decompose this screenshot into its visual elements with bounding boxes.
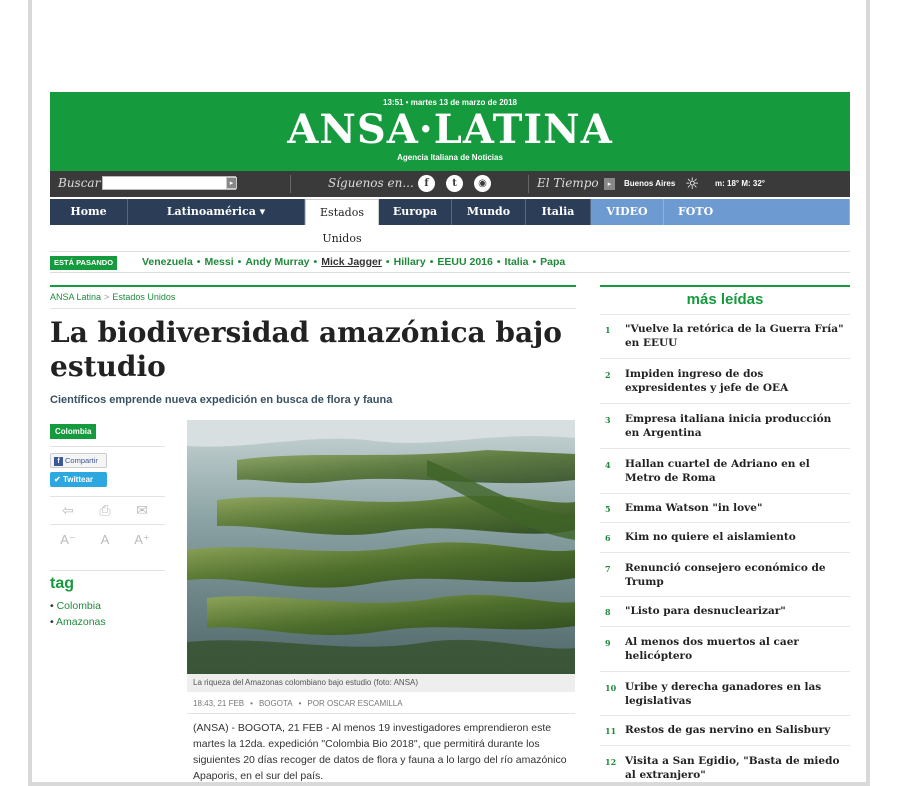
most-read-link[interactable]: Emma Watson "in love": [625, 502, 763, 514]
nav-mundo[interactable]: Mundo: [452, 199, 526, 225]
utility-toolbar: [50, 171, 850, 197]
page-frame-right: [866, 0, 870, 786]
weather-label: El Tiempo: [537, 176, 599, 190]
most-read-link[interactable]: Restos de gas nervino en Salisbury: [625, 724, 831, 736]
most-read-link[interactable]: Impiden ingreso de dos expresidentes y jefe de OEA: [625, 368, 789, 394]
nav-foto[interactable]: FOTO: [664, 199, 850, 225]
most-read-rank: 4: [605, 460, 611, 470]
photo-caption: La riqueza del Amazonas colombiano bajo estudio (foto: ANSA): [187, 674, 575, 692]
article-timestamp: 18:43, 21 FEB: [193, 699, 245, 708]
weather-city: Buenos Aires: [624, 179, 676, 188]
most-read-link[interactable]: Uribe y derecha ganadores en las legislativas: [625, 681, 822, 707]
nav-latinoamerica[interactable]: Latinoamérica ▾: [128, 199, 305, 225]
nav-europa[interactable]: Europa: [379, 199, 452, 225]
trending-topic[interactable]: Messi: [204, 256, 234, 268]
most-read-link[interactable]: "Vuelve la retórica de la Guerra Fría" en EEUU: [625, 323, 844, 349]
site-tagline: Agencia Italiana de Noticias: [397, 153, 503, 162]
trending-topic[interactable]: Papa: [540, 256, 566, 268]
most-read-item[interactable]: [600, 552, 850, 596]
divider: [187, 713, 575, 714]
most-read-item[interactable]: [600, 493, 850, 522]
country-tag[interactable]: Colombia: [50, 424, 96, 439]
most-read-rank: 12: [605, 757, 617, 767]
article-author: POR OSCAR ESCAMILLA: [307, 699, 403, 708]
twitter-share-label: Twittear: [62, 475, 94, 484]
most-read-item[interactable]: [600, 626, 850, 671]
tag-list: [50, 600, 106, 632]
trending-topic[interactable]: Hillary: [393, 256, 426, 268]
most-read-link[interactable]: Empresa italiana inicia producción en Argentina: [625, 413, 832, 439]
most-read-rank: 10: [605, 683, 617, 693]
amazon-river-aerial-image: [187, 420, 575, 674]
most-read-link[interactable]: Kim no quiere el aislamiento: [625, 531, 796, 543]
divider: [50, 446, 165, 447]
trending-topic[interactable]: Mick Jagger: [321, 256, 382, 268]
most-read-rank: 2: [605, 370, 611, 380]
most-read-link[interactable]: Hallan cuartel de Adriano en el Metro de Roma: [625, 458, 810, 484]
most-read-item[interactable]: [600, 448, 850, 493]
twitter-share-button[interactable]: [50, 472, 107, 487]
tag-link[interactable]: • Amazonas: [50, 616, 106, 628]
back-arrow-icon[interactable]: ⇦: [62, 502, 74, 518]
section-rule: [600, 285, 850, 287]
weather-temps: m: 18° M: 32°: [715, 179, 765, 188]
most-read-title: más leídas: [686, 291, 764, 308]
breadcrumb-home[interactable]: ANSA Latina: [50, 292, 102, 302]
tag-title: tag: [50, 575, 74, 592]
most-read-item[interactable]: [600, 522, 850, 552]
weather-dropdown-button[interactable]: ▸: [604, 178, 615, 190]
most-read-rank: 8: [605, 607, 611, 617]
breadcrumb-section[interactable]: Estados Unidos: [112, 292, 176, 302]
most-read-item[interactable]: [600, 715, 850, 745]
search-button[interactable]: ▸: [226, 177, 237, 189]
trending-topic[interactable]: Venezuela: [142, 256, 193, 268]
most-read-link[interactable]: "Listo para desnuclearizar": [625, 605, 786, 617]
most-read-link[interactable]: Renunció consejero económico de Trump: [625, 562, 826, 588]
article-title: La biodiversidad amazónica bajo estudio: [50, 316, 562, 383]
most-read-rank: 5: [605, 504, 611, 514]
follow-label: Síguenos en...: [328, 176, 414, 190]
most-read-item[interactable]: [600, 745, 850, 782]
sun-icon: ☼: [685, 174, 700, 193]
twitter-icon[interactable]: t: [446, 175, 463, 192]
most-read-rank: 9: [605, 638, 611, 648]
nav-estados-unidos[interactable]: Estados Unidos: [305, 199, 379, 225]
divider: [50, 496, 165, 497]
divider: [50, 570, 165, 571]
most-read-rank: 3: [605, 415, 611, 425]
trending-topic[interactable]: EEUU 2016: [437, 256, 493, 268]
trending-topics: Venezuela • Messi • Andy Murray • Mick Jagger • Hillary • EEUU 2016 • Italia • Papa: [142, 256, 566, 268]
most-read-item[interactable]: [600, 358, 850, 403]
rss-icon[interactable]: ◉: [474, 175, 491, 192]
trending-topic[interactable]: Italia: [504, 256, 529, 268]
trending-topic[interactable]: Andy Murray: [245, 256, 310, 268]
most-read-item[interactable]: [600, 403, 850, 448]
article-photo: [187, 420, 575, 674]
tag-link[interactable]: • Colombia: [50, 600, 106, 612]
search-input[interactable]: [102, 176, 236, 190]
section-rule: [50, 285, 576, 287]
trending-bar: [50, 251, 850, 273]
most-read-rank: 7: [605, 564, 611, 574]
most-read-rank: 6: [605, 533, 611, 543]
print-icon[interactable]: ⎙: [99, 502, 111, 518]
most-read-item[interactable]: [600, 314, 850, 358]
most-read-link[interactable]: Visita a San Egidio, "Basta de miedo al extranjero": [625, 755, 840, 781]
nav-video[interactable]: VIDEO: [591, 199, 664, 225]
article-meta: 18:43, 21 FEB • BOGOTA • POR OSCAR ESCAMILLA: [193, 699, 403, 708]
nav-home[interactable]: Home: [50, 199, 128, 225]
decrease-font-icon[interactable]: A⁻: [60, 532, 76, 547]
trending-badge: ESTÁ PASANDO: [50, 256, 117, 270]
search-label: Buscar: [58, 176, 101, 190]
article-location: BOGOTA: [258, 699, 293, 708]
most-read-link[interactable]: Al menos dos muertos al caer helicóptero: [625, 636, 799, 662]
increase-font-icon[interactable]: A⁺: [134, 532, 150, 547]
masthead: [50, 92, 850, 171]
divider: [50, 524, 165, 525]
article-subtitle: Científicos emprende nueva expedición en busca de flora y fauna: [50, 394, 393, 406]
page-frame-left: [28, 0, 32, 786]
divider: [50, 308, 576, 309]
most-read-rank: 11: [605, 726, 617, 736]
main-nav: [50, 199, 850, 245]
header-datetime: 13:51 • martes 13 de marzo de 2018: [383, 98, 517, 107]
breadcrumb: ANSA Latina > Estados Unidos: [50, 292, 176, 302]
facebook-share-label: Compartir: [65, 456, 98, 465]
facebook-share-button[interactable]: [50, 453, 107, 468]
toolbar-divider: [290, 175, 291, 193]
most-read-item[interactable]: [600, 671, 850, 715]
facebook-icon[interactable]: f: [418, 175, 435, 192]
most-read-rank: 1: [605, 325, 611, 335]
email-icon[interactable]: ✉: [136, 502, 148, 518]
nav-italia[interactable]: Italia: [526, 199, 591, 225]
site-logo[interactable]: ANSA·LATINA: [287, 106, 613, 153]
toolbar-divider: [528, 175, 529, 193]
article-body: (ANSA) - BOGOTA, 21 FEB - Al menos 19 investigadores emprendieron este martes la 12da. expedición "Colombia Bio 2018", que permitirá durante los siguientes 20 días recoger de datos de flora y fauna a lo largo del río amazónico Apaporis, en el sur del país.: [193, 722, 567, 782]
facebook-icon: f: [54, 457, 63, 466]
twitter-icon: ✔: [54, 475, 63, 484]
most-read-item[interactable]: [600, 596, 850, 626]
reset-font-icon[interactable]: A: [100, 532, 110, 547]
